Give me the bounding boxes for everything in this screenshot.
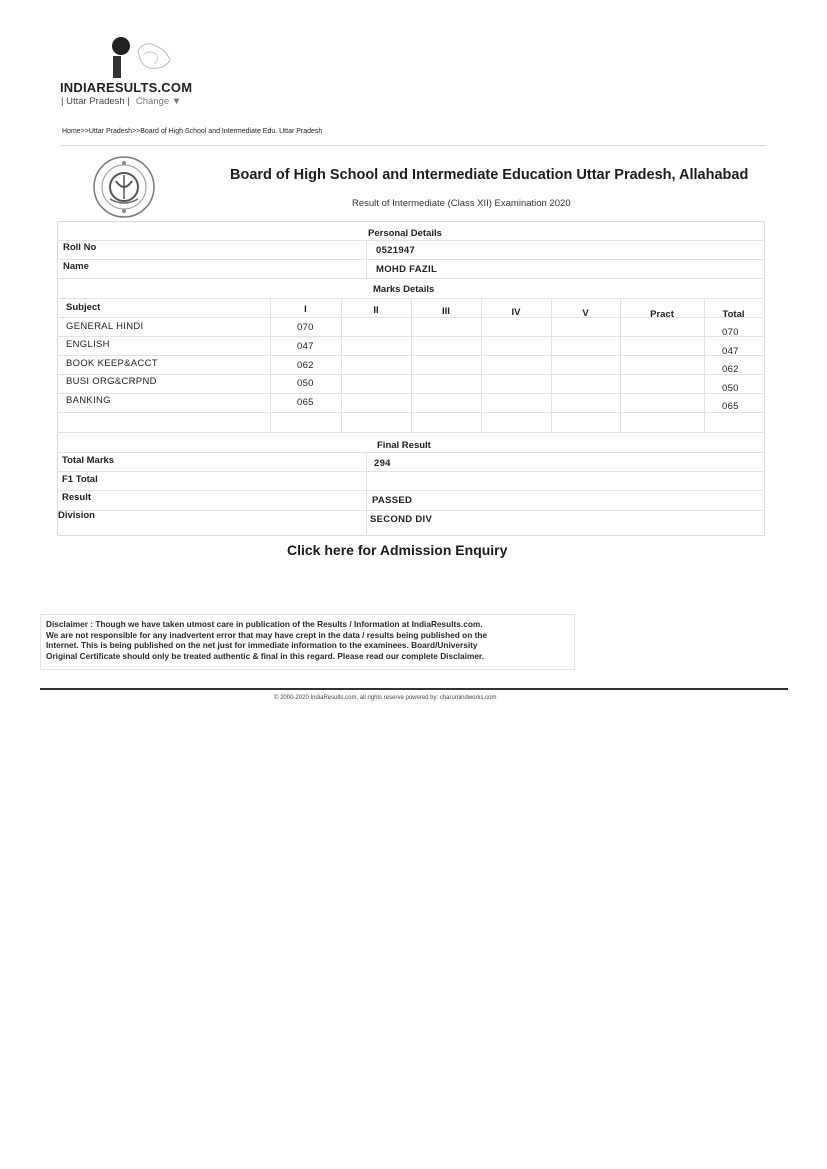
- column-divider: [341, 298, 342, 432]
- region-label: | Uttar Pradesh |: [61, 96, 130, 107]
- divider: [57, 471, 763, 472]
- mark-cell-i: 062: [297, 360, 314, 371]
- column-divider: [481, 298, 482, 432]
- total-marks-label: Total Marks: [62, 455, 115, 466]
- total-cell: 065: [722, 401, 739, 412]
- final-result-heading: Final Result: [377, 440, 431, 451]
- divider: [57, 374, 763, 375]
- roll-no-value: 0521947: [376, 245, 416, 256]
- column-divider: [366, 240, 367, 278]
- subject-cell: BUSI ORG&CRPND: [66, 376, 157, 387]
- column-header-ii: II: [373, 305, 379, 316]
- divider: [57, 393, 763, 394]
- header-divider: [60, 145, 766, 146]
- division-label: Division: [58, 510, 95, 521]
- admission-enquiry-link[interactable]: Click here for Admission Enquiry: [287, 542, 508, 558]
- marks-details-heading: Marks Details: [373, 284, 435, 295]
- board-title: Board of High School and Intermediate Education Uttar Pradesh, Allahabad: [230, 167, 749, 183]
- column-divider: [366, 452, 367, 534]
- disclaimer-line: Internet. This is being published on the net just for immediate information to the examinees. Board/University: [46, 640, 478, 650]
- roll-no-label: Roll No: [63, 242, 97, 253]
- mark-cell-i: 070: [297, 322, 314, 333]
- divider: [57, 259, 763, 260]
- divider: [57, 355, 763, 356]
- mark-cell-i: 047: [297, 341, 314, 352]
- column-header-pract: Pract: [650, 309, 674, 320]
- footer-copyright: © 2000-2020 IndiaResults.com, all rights reserve powered by: charumindworks.com: [274, 695, 497, 701]
- divider: [57, 510, 763, 511]
- f1-total-label: F1 Total: [62, 474, 98, 485]
- change-region-link[interactable]: Change ▼: [135, 96, 182, 107]
- total-marks-value: 294: [374, 458, 391, 469]
- column-divider: [270, 298, 271, 432]
- mark-cell-i: 050: [297, 378, 314, 389]
- disclaimer-line: We are not responsible for any inadvertent error that may have crept in the data / results being published on the: [46, 629, 488, 640]
- division-value: SECOND DIV: [370, 514, 433, 525]
- divider: [57, 298, 763, 299]
- footer-divider: [40, 688, 788, 690]
- column-header-total: Total: [722, 309, 745, 320]
- name-value: MOHD FAZIL: [376, 264, 438, 275]
- divider: [57, 240, 763, 241]
- exam-title: Result of Intermediate (Class XII) Examination 2020: [352, 198, 571, 209]
- column-header-subject: Subject: [66, 302, 101, 313]
- total-cell: 050: [722, 383, 739, 394]
- disclaimer-line[interactable]: Original Certificate should only be treated authentic & final in this regard. Please read our complete Disclaimer.: [46, 650, 485, 661]
- subject-cell: BANKING: [66, 395, 111, 406]
- result-label: Result: [62, 492, 92, 503]
- personal-details-heading: Personal Details: [368, 228, 442, 239]
- divider: [57, 432, 763, 433]
- divider: [57, 452, 763, 453]
- divider: [57, 336, 763, 337]
- disclaimer-line: Disclaimer : Though we have taken utmost care in publication of the Results / Information at IndiaResults.com.: [46, 619, 483, 629]
- column-header-i: I: [304, 304, 307, 315]
- divider: [57, 278, 763, 279]
- divider: [57, 412, 763, 413]
- divider: [57, 490, 763, 491]
- name-label: Name: [63, 261, 89, 272]
- total-cell: 062: [722, 364, 739, 375]
- breadcrumb[interactable]: Home>>Uttar Pradesh>>Board of High School and Intermediate Edu. Uttar Pradesh: [62, 128, 323, 135]
- column-header-v: V: [582, 308, 589, 319]
- subject-cell: BOOK KEEP&ACCT: [66, 358, 158, 369]
- logo-text[interactable]: INDIARESULTS.COM: [60, 80, 193, 95]
- disclaimer-box: [40, 614, 575, 670]
- subject-cell: ENGLISH: [66, 339, 110, 350]
- mark-cell-i: 065: [297, 397, 314, 408]
- total-cell: 047: [722, 346, 739, 357]
- subject-cell: GENERAL HINDI: [66, 321, 144, 332]
- region-selector: [61, 96, 181, 107]
- column-header-iv: IV: [511, 307, 521, 318]
- indiaresults-logo-icon[interactable]: [108, 36, 178, 84]
- up-board-emblem-icon: [92, 155, 156, 219]
- result-value: PASSED: [372, 495, 413, 506]
- column-divider: [411, 298, 412, 432]
- total-cell: 070: [722, 327, 739, 338]
- column-header-iii: III: [442, 306, 450, 317]
